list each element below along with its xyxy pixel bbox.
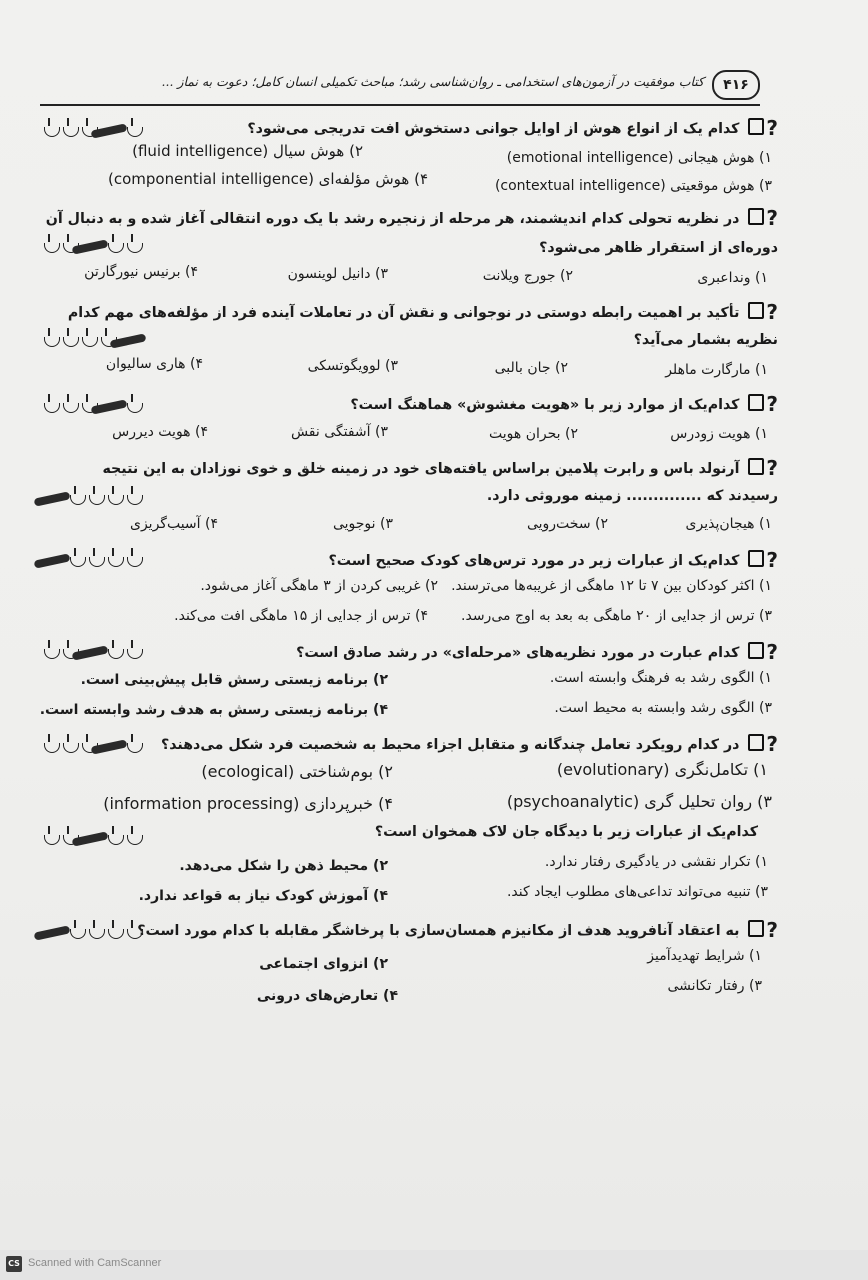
- option-2: ۲) هوش سیال (fluid intelligence): [132, 142, 363, 160]
- question-2: [40, 206, 778, 230]
- option-4: ۴) هویت دیررس: [112, 424, 208, 440]
- option-1: ۱) شرایط تهدیدآمیز: [647, 948, 762, 964]
- checkbox-icon: [748, 208, 764, 225]
- option-2: ۲) غریبی کردن از ۳ ماهگی آغاز می‌شود.: [200, 578, 438, 594]
- option-4: ۴) آسیب‌گریزی: [129, 516, 218, 532]
- checkbox-icon: [748, 920, 764, 937]
- question-4: [40, 392, 778, 416]
- question-5-continuation: رسیدند که .............. زمینه موروثی دارد.: [486, 488, 778, 504]
- option-4: ۴) تعارض‌های درونی: [256, 988, 398, 1004]
- scanner-footer: [0, 1250, 868, 1280]
- option-2: ۲) بحران هویت: [489, 426, 578, 442]
- question-6: [40, 548, 778, 572]
- option-3: ۳) دانیل لوینسون: [287, 266, 388, 282]
- question-text: کدام‌یک از عبارات زیر با دیدگاه جان لاک همخوان است؟: [374, 824, 758, 840]
- option-2: ۲) سخت‌رویی: [526, 516, 608, 532]
- option-3: ۳) روان تحلیل گری (psychoanalytic): [506, 792, 772, 811]
- question-mark-icon: ?: [766, 548, 778, 572]
- option-2: ۲) بوم‌شناختی (ecological): [201, 762, 393, 781]
- option-2: ۲) جان بالبی: [494, 360, 568, 376]
- question-text: آرنولد باس و رابرت پلامین براساس یافته‌های خود در زمینه خلق و خوی نوزادان به این نتیجه: [102, 461, 740, 477]
- checkbox-icon: [748, 118, 764, 135]
- option-1: ۱) اکثر کودکان بین ۷ تا ۱۲ ماهگی از غریبه‌ها می‌ترسند.: [451, 578, 772, 594]
- option-3: ۳) هوش موقعیتی (contextual intelligence): [494, 178, 772, 194]
- option-4: ۴) برنیس نیورگارتن: [84, 264, 198, 280]
- camscanner-logo-icon: CS: [6, 1256, 22, 1272]
- checkbox-icon: [748, 642, 764, 659]
- option-2: ۲) محیط ذهن را شکل می‌دهد.: [179, 858, 388, 874]
- checkbox-icon: [748, 394, 764, 411]
- question-8: [40, 732, 778, 756]
- question-mark-icon: ?: [766, 640, 778, 664]
- option-3: ۳) نوجویی: [332, 516, 393, 532]
- question-text: کدام یک از انواع هوش از اوایل جوانی دستخوش افت تدریجی می‌شود؟: [247, 121, 740, 137]
- option-3: ۳) لوویگوتسکی: [307, 358, 398, 374]
- difficulty-rating: [44, 328, 146, 350]
- option-1: ۱) هیجان‌پذیری: [685, 516, 772, 532]
- difficulty-rating: [44, 486, 146, 508]
- option-4: ۴) آموزش کودک نیاز به قواعد ندارد.: [138, 888, 388, 904]
- question-text: در نظریه تحولی کدام اندیشمند، هر مرحله از زنجیره رشد با یک دوره انتقالی آغاز شده و به دنبال آن: [45, 211, 740, 227]
- checkbox-icon: [748, 550, 764, 567]
- checkbox-icon: [748, 302, 764, 319]
- question-mark-icon: ?: [766, 300, 778, 324]
- page-number: ۴۱۶: [712, 70, 760, 100]
- question-text: تأکید بر اهمیت رابطه دوستی در نوجوانی و نقش آن در تعاملات آینده فرد از مؤلفه‌های مهم کدام: [67, 305, 740, 321]
- difficulty-rating: [44, 640, 146, 662]
- question-mark-icon: ?: [766, 116, 778, 140]
- question-9: [40, 824, 758, 840]
- option-4: ۴) ترس از جدایی از ۱۵ ماهگی افت می‌کند.: [174, 608, 428, 624]
- option-1: ۱) هوش هیجانی (emotional intelligence): [506, 150, 772, 166]
- option-3: ۳) آشفتگی نقش: [290, 424, 388, 440]
- option-4: ۴) هاری سالیوان: [105, 356, 203, 372]
- question-mark-icon: ?: [766, 456, 778, 480]
- checkbox-icon: [748, 458, 764, 475]
- question-text: کدام‌یک از عبارات زیر در مورد ترس‌های کودک صحیح است؟: [328, 553, 740, 569]
- difficulty-rating: [44, 234, 146, 256]
- running-title: کتاب موفقیت در آزمون‌های استخدامی ـ روان‌شناسی رشد؛ مباحث تکمیلی انسان کامل؛ دعوت به نماز ...: [161, 74, 704, 89]
- question-text: به اعتقاد آنافروید هدف از مکانیزم همسان‌سازی با پرخاشگر مقابله با کدام مورد است؟: [137, 923, 740, 939]
- option-3: ۳) رفتار تکانشی: [667, 978, 762, 994]
- difficulty-rating: [44, 548, 146, 570]
- question-7: [40, 640, 778, 664]
- question-3: [40, 300, 778, 324]
- question-5: [40, 456, 778, 480]
- question-3-continuation: نظریه بشمار می‌آید؟: [633, 332, 778, 348]
- option-2: ۲) برنامه زیستی رسش قابل پیش‌بینی است.: [80, 672, 388, 688]
- difficulty-rating: [44, 826, 146, 848]
- option-1: ۱) مارگارت ماهلر: [665, 362, 768, 378]
- option-1: ۱) الگوی رشد به فرهنگ وابسته است.: [549, 670, 772, 686]
- option-1: ۱) ونداعبری: [697, 270, 768, 286]
- question-text: کدام عبارت در مورد نظریه‌های «مرحله‌ای» در رشد صادق است؟: [296, 645, 740, 661]
- checkbox-icon: [748, 734, 764, 751]
- scanner-watermark: Scanned with CamScanner: [28, 1257, 162, 1269]
- question-mark-icon: ?: [766, 392, 778, 416]
- option-3: ۳) ترس از جدایی از ۲۰ ماهگی به بعد به اوج می‌رسد.: [461, 608, 772, 624]
- question-1: [40, 116, 778, 140]
- option-4: ۴) خبرپردازی (information processing): [103, 794, 393, 813]
- option-3: ۳) الگوی رشد وابسته به محیط است.: [554, 700, 772, 716]
- option-1: ۱) تکرار نقشی در یادگیری رفتار ندارد.: [544, 854, 768, 870]
- option-4: ۴) برنامه زیستی رسش به هدف رشد وابسته است.: [39, 702, 388, 718]
- difficulty-rating: [44, 118, 146, 140]
- question-2-continuation: دوره‌ای از استقرار ظاهر می‌شود؟: [539, 240, 778, 256]
- option-4: ۴) هوش مؤلفه‌ای (componential intelligence): [108, 170, 428, 188]
- question-mark-icon: ?: [766, 918, 778, 942]
- option-1: ۱) تکامل‌نگری (evolutionary): [556, 760, 768, 779]
- difficulty-rating: [44, 734, 146, 756]
- option-3: ۳) تنبیه می‌تواند تداعی‌های مطلوب ایجاد کند.: [506, 884, 768, 900]
- question-mark-icon: ?: [766, 206, 778, 230]
- option-1: ۱) هویت زودرس: [670, 426, 768, 442]
- option-2: ۲) جورج ویلانت: [482, 268, 573, 284]
- option-2: ۲) انزوای اجتماعی: [259, 956, 388, 972]
- question-text: در کدام رویکرد تعامل چندگانه و متقابل اجزاء محیط به شخصیت فرد شکل می‌دهند؟: [160, 737, 740, 753]
- difficulty-rating: [44, 920, 146, 942]
- question-mark-icon: ?: [766, 732, 778, 756]
- difficulty-rating: [44, 394, 146, 416]
- question-10: [40, 918, 778, 942]
- question-text: کدام‌یک از موارد زیر با «هویت مغشوش» هماهنگ است؟: [350, 397, 740, 413]
